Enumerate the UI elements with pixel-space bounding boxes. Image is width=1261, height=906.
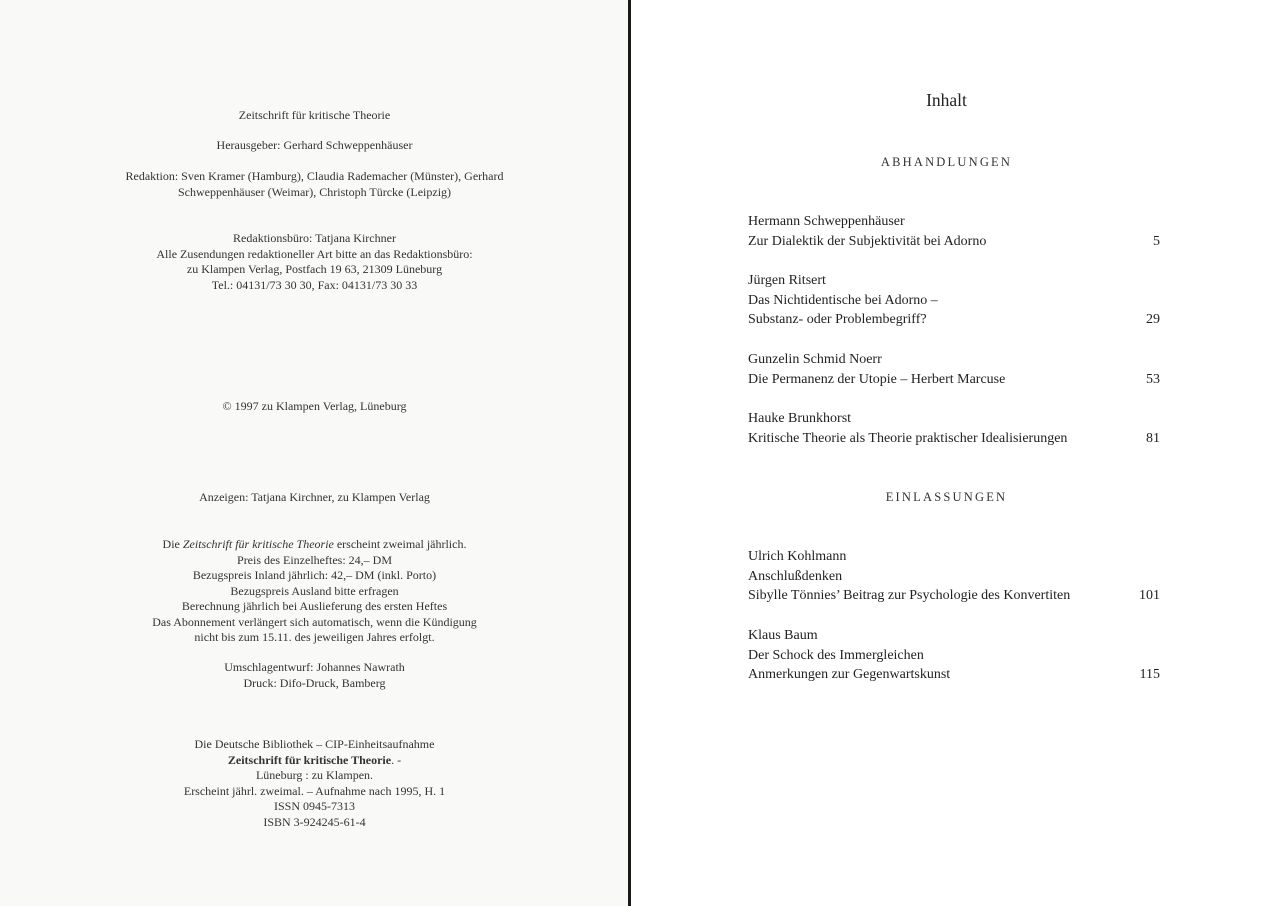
toc-entry[interactable]: Klaus Baum Der Schock des Immergleichen Anmerkungen zur Gegenwartskunst 115 [748,626,1160,685]
page-number: 115 [1139,667,1160,683]
journal-title: Zeitschrift für kritische Theorie [238,108,391,122]
section-heading-abhandlungen: ABHANDLUNGEN [880,155,1013,169]
section-heading-einlassungen: EINLASSUNGEN [885,490,1008,504]
page-number: 101 [1139,588,1160,604]
toc-entry[interactable]: Gunzelin Schmid Noerr Die Permanenz der Utopie – Herbert Marcuse 53 [748,350,1160,389]
production-credits: Umschlagentwurf: Johannes Nawrath Druck: Difo-Druck, Bamberg [224,660,405,690]
toc-entry[interactable]: Jürgen Ritsert Das Nichtidentische bei Adorno – Substanz- oder Problembegriff? 29 [748,271,1160,330]
toc-entry[interactable]: Ulrich Kohlmann Anschlußdenken Sibylle Tönnies’ Beitrag zur Psychologie des Konvertiten 101 [748,547,1160,606]
imprint-page [0,0,629,906]
editorial-office: Redaktionsbüro: Tatjana Kirchner Alle Zusendungen redaktioneller Art bitte an das Redaktionsbüro: zu Klampen Verlag, Postfach 19 63, 21309 Lüneburg Tel.: 04131/73 30 30, Fax: 04131/73 30 33 [156,231,473,292]
pricing-info: Die Zeitschrift für kritische Theorie erscheint zweimal jährlich. Preis des Einzelheftes: 24,– DM Bezugspreis Inland jährlich: 42,– DM (inkl. Porto) Bezugspreis Ausland bitte erfragen Berechnung jährlich bei Auslieferung des ersten Heftes Das Abonnement verlängert sich automatisch, wenn die Kündigung nicht bis zum 15.11. des jeweiligen Jahres erfolgt. [0,537,629,646]
contents-title: Inhalt [926,90,967,110]
toc-entry[interactable]: Hauke Brunkhorst Kritische Theorie als Theorie praktischer Idealisierungen 81 [748,409,1160,448]
page-divider [628,0,631,906]
toc-entry[interactable]: Hermann Schweppenhäuser Zur Dialektik der Subjektivität bei Adorno 5 [748,212,1160,251]
cip-record: Die Deutsche Bibliothek – CIP-Einheitsaufnahme Zeitschrift für kritische Theorie. - Lüneburg : zu Klampen. Erscheint jährl. zweimal. – Aufnahme nach 1995, H. 1 ISSN 0945-7313 ISBN 3-924245-61-4 [0,737,629,830]
contents-page [632,0,1261,906]
pricing-intro: Die Zeitschrift für kritische Theorie erscheint zweimal jährlich. [162,537,467,551]
cip-title: Zeitschrift für kritische Theorie. - [227,752,402,767]
page-number: 29 [1146,312,1160,328]
editorial-board: Redaktion: Sven Kramer (Hamburg), Claudia Rademacher (Münster), Gerhard Schweppenhäuser (Weimar), Christoph Türcke (Leipzig) [125,169,504,199]
ads-line: Anzeigen: Tatjana Kirchner, zu Klampen Verlag [199,490,430,504]
copyright-line: © 1997 zu Klampen Verlag, Lüneburg [222,399,407,413]
page-number: 81 [1146,430,1160,446]
page-number: 53 [1146,371,1160,387]
page-number: 5 [1153,233,1160,249]
editor-line: Herausgeber: Gerhard Schweppenhäuser [216,138,413,152]
